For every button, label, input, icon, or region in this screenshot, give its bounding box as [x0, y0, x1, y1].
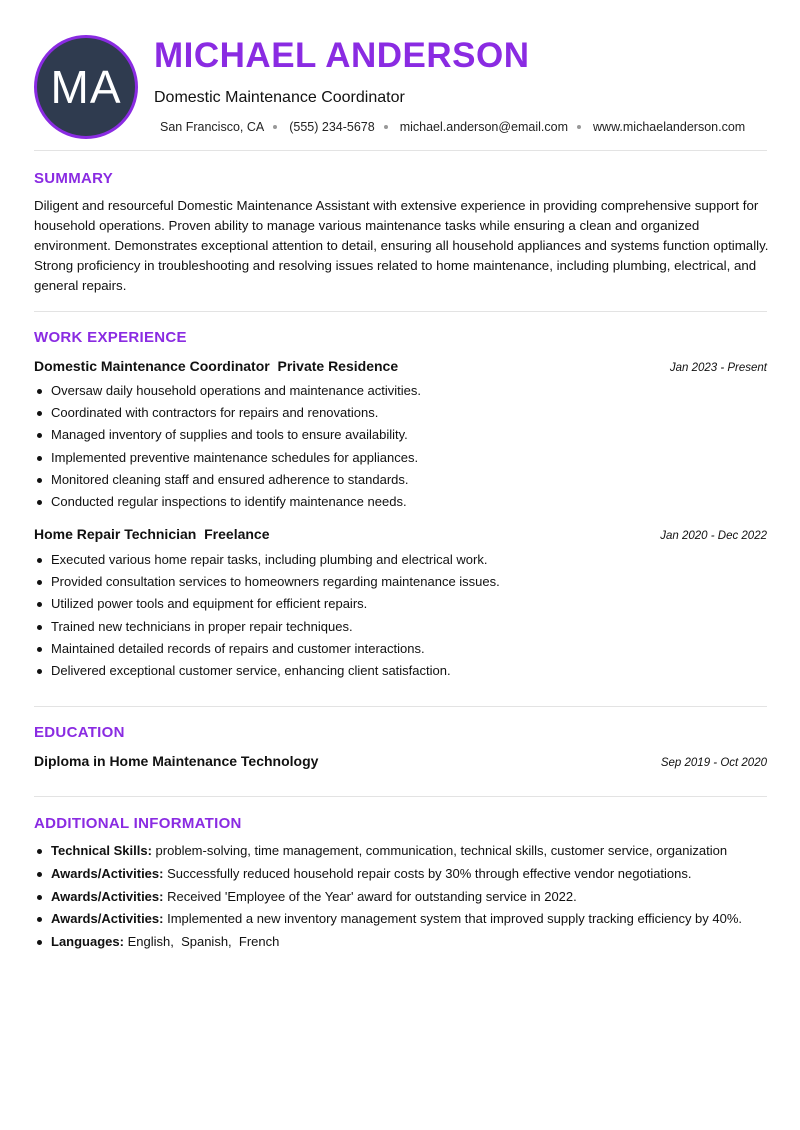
list-item: Oversaw daily household operations and maintenance activities.: [34, 380, 769, 402]
info-label: Awards/Activities:: [51, 865, 164, 881]
list-item: Provided consultation services to homeowners regarding maintenance issues.: [34, 571, 769, 593]
job-header: [34, 526, 767, 542]
additional-info-list: [34, 840, 774, 954]
list-item: Coordinated with contractors for repairs and renovations.: [34, 402, 769, 424]
job-header: [34, 358, 767, 374]
list-item: [34, 931, 774, 954]
contact-location: San Francisco, CA: [160, 120, 265, 134]
list-item: Conducted regular inspections to identify maintenance needs.: [34, 491, 769, 513]
info-label: Languages:: [51, 934, 124, 950]
list-item: Trained new technicians in proper repair techniques.: [34, 616, 769, 638]
additional-info-heading: ADDITIONAL INFORMATION: [34, 815, 242, 832]
separator-dot: [577, 125, 581, 129]
list-item: Executed various home repair tasks, including plumbing and electrical work.: [34, 549, 769, 571]
divider: [34, 796, 767, 797]
info-label: Awards/Activities:: [51, 888, 164, 904]
info-text: Received 'Employee of the Year' award for outstanding service in 2022.: [167, 888, 577, 904]
candidate-title: Domestic Maintenance Coordinator: [154, 89, 405, 106]
divider: [34, 311, 767, 312]
info-text: problem-solving, time management, communication, technical skills, customer service, organization: [155, 843, 728, 858]
list-item: [34, 886, 774, 909]
contact-email[interactable]: michael.anderson@email.com: [399, 120, 569, 134]
contact-website[interactable]: www.michaelanderson.com: [593, 120, 746, 134]
separator-dot: [273, 125, 277, 129]
job-dates: Jan 2023 - Present: [669, 362, 767, 374]
list-item: Monitored cleaning staff and ensured adherence to standards.: [34, 469, 769, 491]
divider: [34, 150, 767, 151]
job-title: Domestic Maintenance Coordinator Private Residence: [34, 358, 399, 374]
divider: [34, 706, 767, 707]
job-title: Home Repair Technician Freelance: [34, 526, 270, 542]
candidate-name: MICHAEL ANDERSON: [154, 36, 530, 75]
info-text: Successfully reduced household repair costs by 30% through effective vendor negotiations.: [167, 865, 692, 881]
education-dates: Sep 2019 - Oct 2020: [660, 757, 767, 769]
info-label: Awards/Activities:: [51, 911, 164, 927]
list-item: [34, 908, 774, 931]
contact-phone: (555) 234-5678: [289, 120, 375, 134]
job-bullets: [34, 380, 769, 513]
list-item: Implemented preventive maintenance schedules for appliances.: [34, 447, 769, 469]
degree-title: Diploma in Home Maintenance Technology: [34, 753, 319, 769]
avatar-initials: MA: [50, 61, 122, 113]
job-dates: Jan 2020 - Dec 2022: [660, 530, 767, 542]
job-bullets: [34, 549, 769, 682]
list-item: [34, 863, 774, 886]
info-label: Technical Skills:: [51, 843, 152, 858]
summary-text: Diligent and resourceful Domestic Maintenance Assistant with extensive experience in providing comprehensive support for household operations. Proven ability to manage various maintenance tasks while ensuring a clean and organized environment. Demonstrates exceptional attention to detail, ensuring all household appliances and systems function optimally. Strong proficiency in troubleshooting and resolving issues related to home maintenance, including plumbing, electrical, and general repairs.: [34, 198, 769, 293]
info-text: Implemented a new inventory management system that improved supply tracking efficiency by 40%.: [167, 911, 743, 927]
avatar: [34, 35, 138, 139]
list-item: Delivered exceptional customer service, enhancing client satisfaction.: [34, 660, 769, 682]
summary-heading: SUMMARY: [34, 170, 114, 187]
separator-dot: [384, 125, 388, 129]
list-item: Maintained detailed records of repairs and customer interactions.: [34, 638, 769, 660]
education-heading: EDUCATION: [34, 724, 125, 741]
list-item: [34, 840, 774, 863]
work-experience-heading: WORK EXPERIENCE: [34, 329, 187, 346]
contact-bar: [160, 120, 745, 134]
education-entry: [34, 753, 767, 769]
info-text: English, Spanish, French: [127, 934, 280, 950]
list-item: Managed inventory of supplies and tools to ensure availability.: [34, 424, 769, 446]
list-item: Utilized power tools and equipment for efficient repairs.: [34, 593, 769, 615]
